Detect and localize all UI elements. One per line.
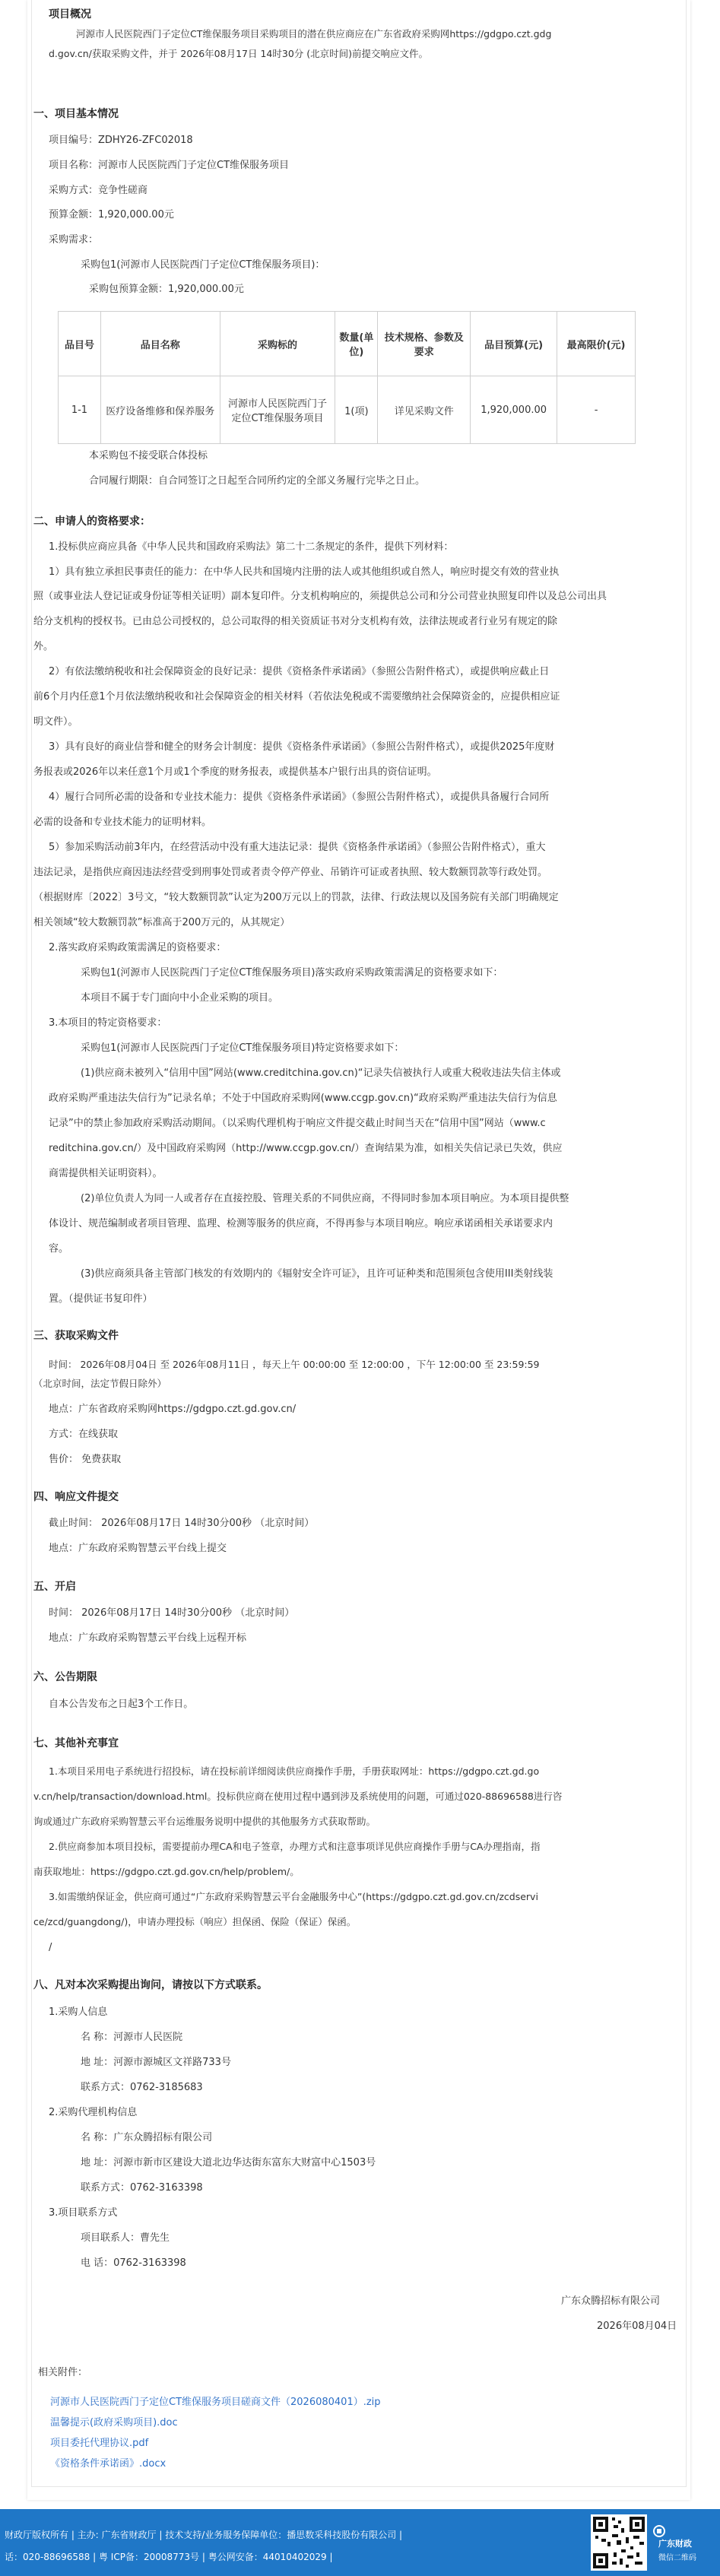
project-name: 项目名称：河源市人民医院西门子定位CT维保服务项目 xyxy=(49,160,290,171)
qr-code-icon xyxy=(591,2514,647,2571)
project-code: 项目编号：ZDHY26-ZFC02018 xyxy=(49,135,193,146)
qualification-line: 照（或事业法人登记证或身份证等相关证明）副本复印件。分支机构响应的，须提供总公司和分公司营业执照复印件以及总公司出具 xyxy=(33,591,607,602)
qualification-line: 商需提供相关证明资料）。 xyxy=(49,1168,163,1179)
qualification-line: (2)单位负责人为同一人或者存在直接控股、管理关系的不同供应商，不得同时参加本项目响应。为本项目提供整 xyxy=(81,1193,569,1204)
qualification-line: 1）具有独立承担民事责任的能力：在中华人民共和国境内注册的法人或其他组织或自然人，响应时提交有效的营业执 xyxy=(49,566,560,578)
supplement-line: v.cn/help/transaction/download.html。投标供应商在使用过程中遇到涉及系统使用的问题，可通过020-88696588进行咨 xyxy=(33,1791,563,1802)
supplement-line: 2.供应商参加本项目投标，需要提前办理CA和电子签章，办理方式和注意事项详见供应商操作手册与CA办理指南，指 xyxy=(49,1841,541,1852)
table-cell: 河源市人民医院西门子定位CT维保服务项目 xyxy=(220,376,335,444)
agent-address: 地 址：河源市新市区建设大道北边华达街东富东大财富中心1503号 xyxy=(81,2157,376,2168)
contact-phone: 电 话：0762-3163398 xyxy=(81,2257,186,2269)
get-file-price: 售价： 免费获取 xyxy=(49,1454,122,1465)
table-header-row xyxy=(59,312,636,376)
qualification-line: 政府采购严重违法失信行为”记录名单；不处于中国政府采购网(www.ccgp.gov.cn)“政府采购严重违法失信行为信息 xyxy=(49,1093,557,1104)
qualification-line: 采购包1(河源市人民医院西门子定位CT维保服务项目)特定资格要求如下： xyxy=(81,1042,404,1054)
agent-name: 名 称：广东众腾招标有限公司 xyxy=(81,2132,213,2143)
table-header: 品目号 xyxy=(59,312,101,376)
attachments-title: 相关附件： xyxy=(38,2367,88,2378)
qualification-line: 明文件）。 xyxy=(33,716,78,728)
get-file-place: 地点：广东省政府采购网https://gdgpo.czt.gd.gov.cn/ xyxy=(49,1404,297,1415)
qualification-line: 前6个月内任意1个月依法缴纳税收和社会保障资金的相关材料（若依法免税或不需要缴纳社会保障资金的，应提供相应证 xyxy=(33,691,560,703)
procurement-needs: 采购需求： xyxy=(49,234,99,246)
table-cell: 医疗设备维修和保养服务 xyxy=(100,376,220,444)
qualification-line: 1.投标供应商应具备《中华人民共和国政府采购法》第二十二条规定的条件，提供下列材料： xyxy=(49,541,454,553)
qualification-line: 必需的设备和专业技术能力的证明材料。 xyxy=(33,817,212,828)
qualification-line: 记录”中的禁止参加政府采购活动期间。（以采购代理机构于响应文件提交截止时间当天在“信用中国”网站（www.c xyxy=(49,1118,546,1129)
supplement-line: 3.如需缴纳保证金，供应商可通过“广东政府采购智慧云平台金融服务中心”(https://gdgpo.czt.gd.gov.cn/zcdservi xyxy=(49,1891,538,1902)
qualification-line: 3.本项目的特定资格要求： xyxy=(49,1017,167,1029)
footer-logo-text: 广东财政 xyxy=(658,2539,692,2549)
attachment-link[interactable]: 项目委托代理协议.pdf xyxy=(50,2438,149,2449)
supplement-line: 1.本项目采用电子系统进行招投标，请在投标前详细阅读供应商操作手册，手册获取网址：https://gdgpo.czt.gd.go xyxy=(49,1765,540,1777)
buyer-address: 地 址：河源市源城区文祥路733号 xyxy=(81,2057,231,2068)
qualification-line: (1)供应商未被列入“信用中国”网站(www.creditchina.gov.cn)“记录失信被执行人或重大税收违法失信主体或 xyxy=(81,1068,561,1079)
submit-place: 地点：广东政府采购智慧云平台线上提交 xyxy=(49,1543,227,1554)
footer-qr-caption: 微信二维码 xyxy=(658,2554,696,2562)
no-joint-bid: 本采购包不接受联合体投标 xyxy=(89,450,208,462)
qualification-line: 2.落实政府采购政策需满足的资格要求： xyxy=(49,942,227,953)
signature-date: 2026年08月04日 xyxy=(597,2321,677,2332)
supplement-line: 询或通过广东政府采购智慧云平台运维服务说明中提供的其他服务方式获取帮助。 xyxy=(33,1816,376,1827)
qualification-line: 本项目不属于专门面向中小企业采购的项目。 xyxy=(81,992,279,1004)
table-header: 品目名称 xyxy=(100,312,220,376)
get-file-time: 时间： 2026年08月04日 至 2026年08月11日 ，每天上午 00:00:00 至 12:00:00 ，下午 12:00:00 至 23:59:59 xyxy=(49,1359,540,1370)
supplement-line: ce/zcd/guangdong/)，申请办理投标（响应）担保函、保险（保证）保函。 xyxy=(33,1916,357,1927)
finance-logo-icon xyxy=(652,2524,701,2538)
qualification-line: 4）履行合同所必需的设备和专业技术能力：提供《资格条件承诺函》（参照公告附件格式），或提供具备履行合同所 xyxy=(49,792,550,803)
attachment-link[interactable]: 温馨提示(政府采购项目).doc xyxy=(50,2417,178,2428)
package-title: 采购包1(河源市人民医院西门子定位CT维保服务项目)： xyxy=(81,259,325,271)
qualification-line: reditchina.gov.cn/）及中国政府采购网（http://www.ccgp.gov.cn/）查询结果为准，如相关失信记录已失效，供应 xyxy=(49,1143,563,1154)
section-8-title: 八、凡对本次采购提出询问，请按以下方式联系。 xyxy=(33,1979,268,1991)
table-row xyxy=(59,376,636,444)
table-header: 技术规格、参数及要求 xyxy=(378,312,471,376)
qualification-line: 违法记录，是指供应商因违法经营受到刑事处罚或者责令停产停业、吊销许可证或者执照、较大数额罚款等行政处罚。 xyxy=(33,867,548,878)
buyer-name: 名 称：河源市人民医院 xyxy=(81,2032,183,2043)
qualification-line: 相关领域“较大数额罚款”标准高于200万元的，从其规定） xyxy=(33,917,290,928)
qualification-line: 5）参加采购活动前3年内，在经营活动中没有重大违法记录：提供《资格条件承诺函》（参照公告附件格式），重大 xyxy=(49,842,546,853)
qualification-line: (3)供应商须具备主管部门核发的有效期内的《辐射安全许可证》，且许可证种类和范围须包含使用III类射线装 xyxy=(81,1268,553,1280)
qualification-line: 务报表或2026年以来任意1个月或1个季度的财务报表，或提供基本户银行出具的资信证明。 xyxy=(33,766,437,778)
notice-period: 自本公告发布之日起3个工作日。 xyxy=(49,1699,194,1710)
wechat-qr-code xyxy=(591,2514,647,2571)
qualification-line: 3）具有良好的商业信誉和健全的财务会计制度：提供《资格条件承诺函》（参照公告附件格式），或提供2025年度财 xyxy=(49,741,555,753)
agent-phone: 联系方式：0762-3163398 xyxy=(81,2182,203,2194)
submit-deadline: 截止时间： 2026年08月17日 14时30分00秒 （北京时间） xyxy=(49,1518,315,1529)
procurement-items-table xyxy=(58,311,636,444)
table-header: 数量(单位) xyxy=(335,312,378,376)
signature-org: 广东众腾招标有限公司 xyxy=(561,2295,661,2307)
attachment-link[interactable]: 河源市人民医院西门子定位CT维保服务项目磋商文件（2026080401）.zip xyxy=(50,2397,381,2408)
table-cell: 详见采购文件 xyxy=(378,376,471,444)
open-time: 时间： 2026年08月17日 14时30分00秒 （北京时间） xyxy=(49,1607,295,1619)
guangdong-finance-logo xyxy=(652,2524,701,2561)
qualification-line: 置。（提供证书复印件） xyxy=(49,1293,153,1305)
qualification-line: 容。 xyxy=(49,1243,69,1255)
section-5-title: 五、开启 xyxy=(33,1581,76,1593)
qualification-line: 外。 xyxy=(33,641,54,652)
buyer-heading: 1.采购人信息 xyxy=(49,2007,108,2018)
overview-title: 项目概况 xyxy=(49,8,91,21)
section-4-title: 四、响应文件提交 xyxy=(33,1491,119,1503)
overview-text-line-1: 河源市人民医院西门子定位CT维保服务项目采购项目的潜在供应商应在广东省政府采购网https://gdgpo.czt.gdg xyxy=(76,28,552,40)
qualification-line: 采购包1(河源市人民医院西门子定位CT维保服务项目)落实政府采购政策需满足的资格要求如下： xyxy=(81,967,503,979)
buyer-phone: 联系方式：0762-3185683 xyxy=(81,2082,203,2093)
table-header: 最高限价(元) xyxy=(557,312,636,376)
overview-text-line-2: d.gov.cn/获取采购文件，并于 2026年08月17日 14时30分 (北京时间)前提交响应文件。 xyxy=(49,48,429,59)
table-cell: 1(项) xyxy=(335,376,378,444)
contact-person: 项目联系人：曹先生 xyxy=(81,2232,170,2244)
section-7-title: 七、其他补充事宜 xyxy=(33,1737,119,1750)
table-cell: 1,920,000.00 xyxy=(471,376,557,444)
table-cell: - xyxy=(557,376,636,444)
table-cell: 1-1 xyxy=(59,376,101,444)
get-file-time-note: （北京时间，法定节假日除外） xyxy=(33,1378,167,1389)
qualification-line: 2）有依法缴纳税收和社会保障资金的良好记录：提供《资格条件承诺函》（参照公告附件格式），或提供响应截止日 xyxy=(49,666,550,677)
get-file-way: 方式：在线获取 xyxy=(49,1429,119,1440)
attachment-link[interactable]: 《资格条件承诺函》.docx xyxy=(50,2458,167,2470)
table-header: 采购标的 xyxy=(220,312,335,376)
section-2-title: 二、申请人的资格要求： xyxy=(33,516,151,528)
procurement-method: 采购方式：竞争性磋商 xyxy=(49,185,148,196)
supplement-line: / xyxy=(49,1942,52,1953)
table-header: 品目预算(元) xyxy=(471,312,557,376)
contact-heading: 3.项目联系方式 xyxy=(49,2207,118,2219)
agent-heading: 2.采购代理机构信息 xyxy=(49,2107,138,2118)
budget-amount: 预算金额：1,920,000.00元 xyxy=(49,209,174,220)
package-budget: 采购包预算金额：1,920,000.00元 xyxy=(89,284,244,295)
supplement-line: 南获取地址：https://gdgpo.czt.gd.gov.cn/help/problem/。 xyxy=(33,1866,300,1877)
footer-icp: 话：020-88696588 | 粤 ICP备：20008773号 | 粤公网安备：44010402029 | xyxy=(5,2552,333,2562)
qualification-line: （根据财库〔2022〕3号文，“较大数额罚款”认定为200万元以上的罚款，法律、行政法规以及国务院有关部门明确规定 xyxy=(33,892,559,903)
qualification-line: 给分支机构的授权书。已由总公司授权的，总公司取得的相关资质证书对分支机构有效，法律法规或者行业另有规定的除 xyxy=(33,616,558,627)
qualification-line: 体设计、规范编制或者项目管理、监理、检测等服务的供应商，不得再参与本项目响应。响应承诺函相关承诺要求内 xyxy=(49,1218,553,1229)
section-6-title: 六、公告期限 xyxy=(33,1671,97,1683)
open-place: 地点：广东政府采购智慧云平台线上远程开标 xyxy=(49,1632,247,1644)
footer-copyright: 财政厅版权所有 | 主办: 广东省财政厅 | 技术支持/业务服务保障单位：播思数采科技股份有限公司 | xyxy=(5,2530,403,2540)
section-3-title: 三、获取采购文件 xyxy=(33,1330,119,1342)
contract-period: 合同履行期限：自合同签订之日起至合同所约定的全部义务履行完毕之日止。 xyxy=(89,475,426,487)
section-1-title: 一、项目基本情况 xyxy=(33,108,119,120)
